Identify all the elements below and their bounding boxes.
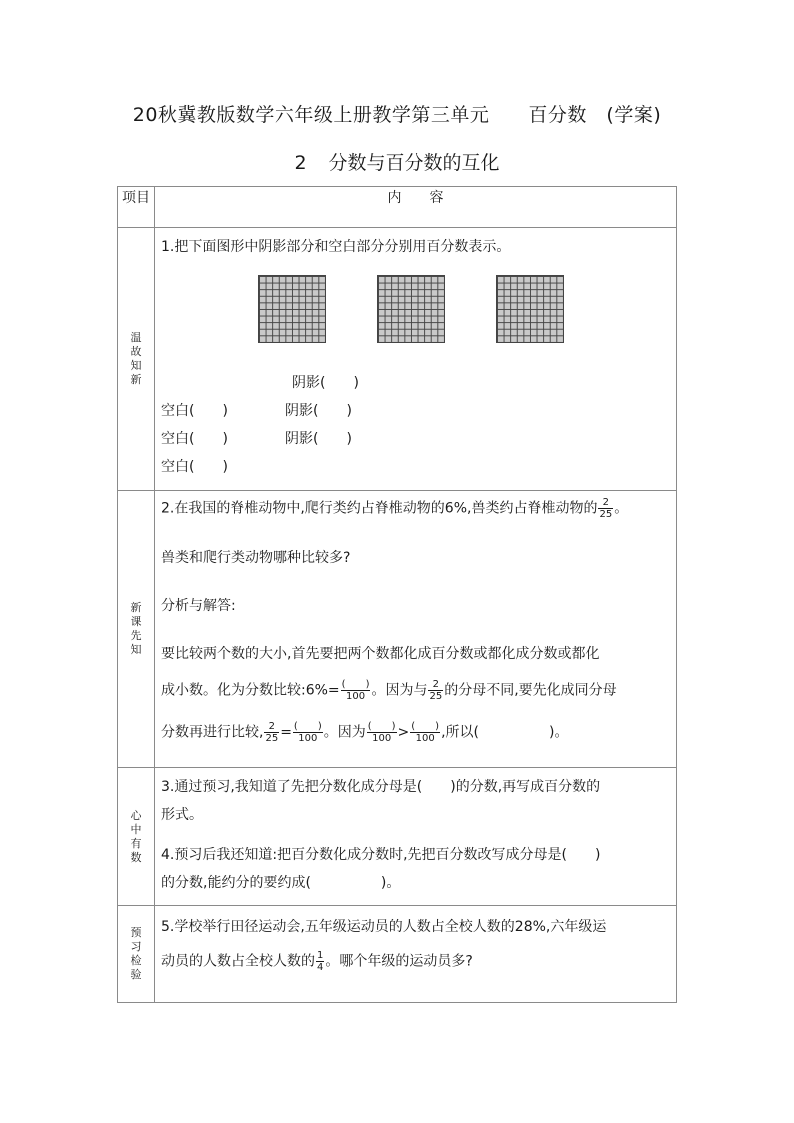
page-subtitle xyxy=(0,148,794,175)
side-char: 课 xyxy=(130,615,142,628)
section-label-review xyxy=(118,228,155,491)
question-4-line-2: 的分数,能约分的要约成( )。 xyxy=(161,875,401,891)
fraction-denominator: 4 xyxy=(317,962,324,973)
blank-label-3: 空白( ) xyxy=(161,459,228,475)
fraction-denominator: 100 xyxy=(415,733,435,744)
section-label-mindful xyxy=(118,768,155,906)
header-content xyxy=(155,187,677,228)
analysis-line-1: 要比较两个数的大小,首先要把两个数都化成百分数或都化成分数或都化 xyxy=(161,646,600,662)
analysis-text: 分数再进行比较, xyxy=(161,724,264,741)
hundred-grid-3 xyxy=(496,275,564,343)
section-mindful-content xyxy=(155,768,677,906)
analysis-text: ,所以( )。 xyxy=(441,724,569,741)
analysis-text: 。因为与 xyxy=(371,682,428,699)
question-5-line-1: 5.学校举行田径运动会,五年级运动员的人数占全校人数的28%,六年级运 xyxy=(161,919,607,935)
fraction-numerator: ( ) xyxy=(293,721,322,732)
side-char: 知 xyxy=(130,359,142,372)
fraction-blank-100 xyxy=(367,721,397,744)
fraction-denominator: 25 xyxy=(429,691,443,702)
grid-figures xyxy=(258,275,564,343)
shaded-label-1: 阴影( ) xyxy=(292,375,359,391)
header-content-b: 容 xyxy=(429,190,444,206)
fraction-numerator: ( ) xyxy=(341,679,370,690)
side-char: 检 xyxy=(130,954,142,967)
question-2-text: 2.在我国的脊椎动物中,爬行类约占脊椎动物的6%,兽类约占脊椎动物的 xyxy=(161,500,598,517)
section-review-row xyxy=(118,228,677,491)
analysis-line-3 xyxy=(161,721,568,744)
fraction-numerator: 1 xyxy=(317,950,324,961)
blank-label-2: 空白( ) xyxy=(161,431,228,447)
worksheet-table xyxy=(117,186,677,1003)
side-char: 先 xyxy=(130,629,142,642)
section-label-check xyxy=(118,906,155,1003)
fraction-blank-100 xyxy=(293,721,323,744)
analysis-text: 。因为 xyxy=(323,724,366,741)
fraction-numerator: 2 xyxy=(264,721,279,733)
question-2-line-1 xyxy=(161,497,628,520)
question-4-line-1: 4.预习后我还知道:把百分数化成分数时,先把百分数改写成分母是( ) xyxy=(161,847,601,863)
side-char: 验 xyxy=(130,968,142,981)
analysis-heading: 分析与解答: xyxy=(161,598,236,614)
side-char: 有 xyxy=(130,836,142,850)
section-newlesson-content xyxy=(155,491,677,768)
fraction-2-25 xyxy=(264,721,279,744)
fraction-2-25 xyxy=(598,497,613,520)
side-char: 预 xyxy=(130,926,142,939)
hundred-grid-1 xyxy=(258,275,326,343)
fraction-denominator: 100 xyxy=(372,733,392,744)
section-label-newlesson xyxy=(118,491,155,768)
fraction-denominator: 100 xyxy=(298,733,318,744)
fraction-blank-100 xyxy=(341,679,371,702)
section-review-content xyxy=(155,228,677,491)
section-check-row xyxy=(118,906,677,1003)
section-check-content xyxy=(155,906,677,1003)
question-5-line-2 xyxy=(161,950,473,973)
question-1: 1.把下面图形中阴影部分和空白部分分别用百分数表示。 xyxy=(161,239,511,255)
hundred-grid-2 xyxy=(377,275,445,343)
punct: 。 xyxy=(614,500,629,517)
header-content-a: 内 xyxy=(387,190,402,206)
subtitle-text: 分数与百分数的互化 xyxy=(328,152,500,174)
section-mindful-row xyxy=(118,768,677,906)
side-char: 新 xyxy=(130,373,142,386)
subtitle-number: 2 xyxy=(294,152,307,174)
analysis-text: 的分母不同,要先化成同分母 xyxy=(444,682,617,699)
table-header-row xyxy=(118,187,677,228)
shaded-label-2: 阴影( ) xyxy=(285,403,352,419)
fraction-numerator: ( ) xyxy=(411,721,440,732)
side-char: 知 xyxy=(130,643,142,656)
question-3-line-2: 形式。 xyxy=(161,807,203,823)
side-char: 温 xyxy=(130,331,142,344)
side-char: 数 xyxy=(130,850,142,864)
analysis-line-2 xyxy=(161,679,617,702)
side-char: 新 xyxy=(130,601,142,614)
side-char: 心 xyxy=(130,808,142,822)
analysis-text: > xyxy=(397,724,410,741)
fraction-denominator: 25 xyxy=(599,509,613,520)
side-char: 中 xyxy=(130,822,142,836)
page-title: 20秋冀教版数学六年级上册教学第三单元 百分数 (学案) xyxy=(132,104,662,126)
question-3-line-1: 3.通过预习,我知道了先把分数化成分母是( )的分数,再写成百分数的 xyxy=(161,779,601,795)
side-char: 习 xyxy=(130,940,142,953)
question-2-line-2: 兽类和爬行类动物哪种比较多? xyxy=(161,550,351,566)
fraction-numerator: 2 xyxy=(428,679,443,691)
blank-label-1: 空白( ) xyxy=(161,403,228,419)
header-project: 项目 xyxy=(118,187,155,228)
fraction-blank-100 xyxy=(410,721,440,744)
fraction-2-25 xyxy=(428,679,443,702)
question-5-text: 动员的人数占全校人数的 xyxy=(161,953,315,970)
fraction-numerator: 2 xyxy=(598,497,613,509)
question-5-text: 。哪个年级的运动员多? xyxy=(325,953,473,970)
shaded-label-3: 阴影( ) xyxy=(285,431,352,447)
fraction-denominator: 25 xyxy=(265,733,279,744)
fraction-numerator: ( ) xyxy=(367,721,396,732)
section-newlesson-row xyxy=(118,491,677,768)
analysis-text: = xyxy=(280,724,292,741)
analysis-text: 成小数。化为分数比较:6%= xyxy=(161,682,340,699)
side-char: 故 xyxy=(130,345,142,358)
fraction-denominator: 100 xyxy=(346,691,366,702)
fraction-1-4 xyxy=(316,950,324,973)
